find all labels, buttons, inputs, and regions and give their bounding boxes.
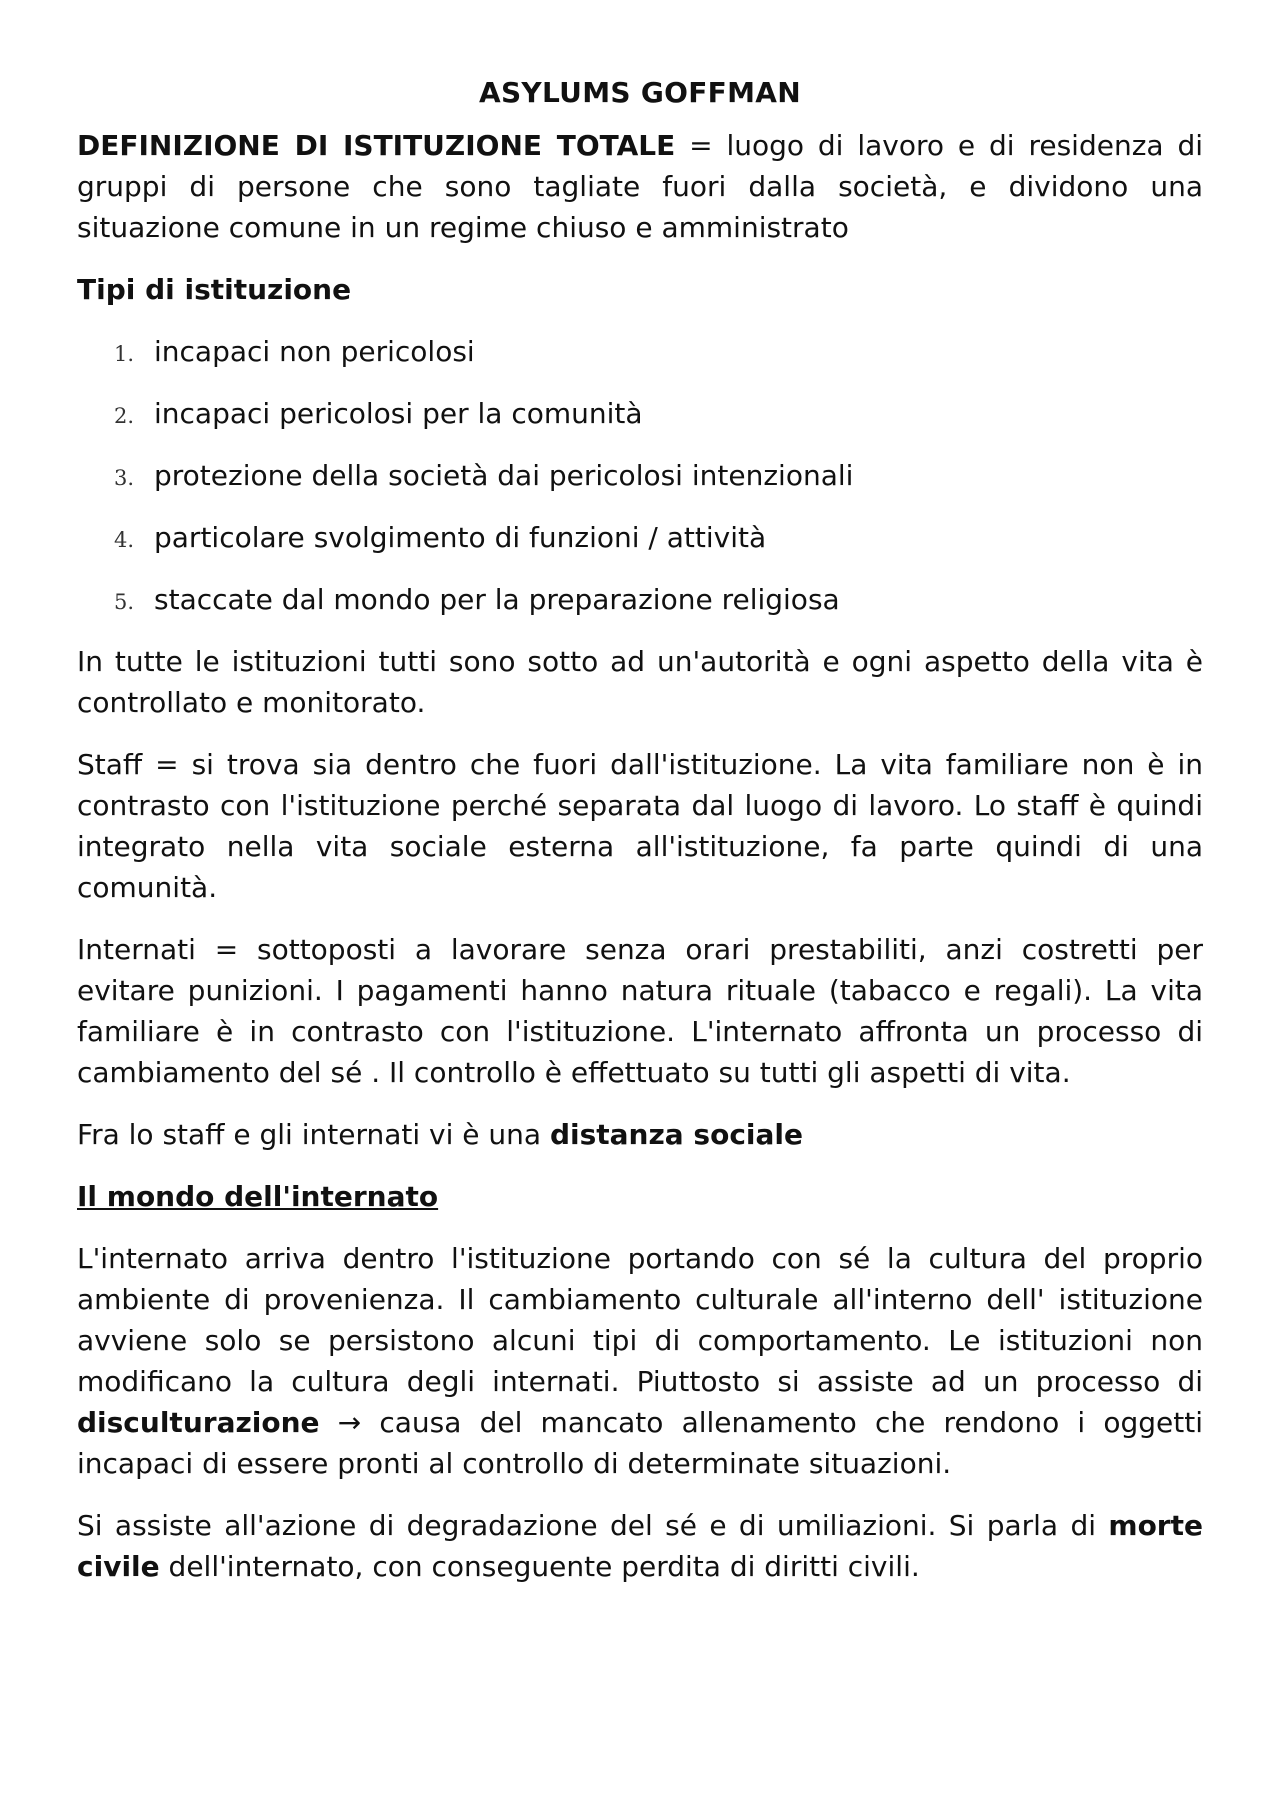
list-item-text: staccate dal mondo per la preparazione religiosa [154,583,840,616]
civil-death-text-before: Si assiste all'azione di degradazione del sé e di umiliazioni. Si parla di [77,1509,1109,1542]
list-number: 2. [114,404,135,428]
list-number: 3. [114,466,135,490]
distance-paragraph [77,1114,1203,1155]
document-page [77,72,1203,1608]
list-item-text: incapaci pericolosi per la comunità [154,397,643,430]
internati-paragraph: Internati = sottoposti a lavorare senza orari prestabiliti, anzi costretti per evitare punizioni. I pagamenti hanno natura rituale (tabacco e regali). La vita familiare è in contrasto con l'istituzione. L'internato affronta un processo di cambiamento del sé . Il controllo è effettuato su tutti gli aspetti di vita. [77,933,1203,1089]
definition-text: = luogo di lavoro e di residenza di gruppi di persone che sono tagliate fuori dalla società, e dividono una situazione comune in un regime chiuso e amministrato [77,129,1203,244]
list-item [77,517,1203,558]
list-number: 4. [114,528,135,552]
list-item [77,455,1203,496]
list-number: 5. [114,590,135,614]
authority-paragraph: In tutte le istituzioni tutti sono sotto ad un'autorità e ogni aspetto della vita è controllato e monitorato. [77,645,1203,719]
list-item [77,393,1203,434]
distance-text: Fra lo staff e gli internati vi è una [77,1118,550,1151]
list-item [77,331,1203,372]
world-heading: Il mondo dell'internato [77,1180,439,1213]
list-item-text: protezione della società dai pericolosi intenzionali [154,459,854,492]
disculturation-paragraph [77,1238,1203,1484]
list-item-text: incapaci non pericolosi [154,335,475,368]
disculturation-text-before: L'internato arriva dentro l'istituzione portando con sé la cultura del proprio ambiente di provenienza. Il cambiamento culturale all'interno dell' istituzione avviene solo se persistono alcuni tipi di comportamento. Le istituzioni non modificano la cultura degli internati. Piuttosto si assiste ad un processo di [77,1242,1203,1398]
list-item [77,579,1203,620]
civil-death-text-after: dell'internato, con conseguente perdita di diritti civili. [159,1550,920,1583]
document-title: ASYLUMS GOFFMAN [479,76,801,109]
staff-paragraph: Staff = si trova sia dentro che fuori dall'istituzione. La vita familiare non è in contrasto con l'istituzione perché separata dal luogo di lavoro. Lo staff è quindi integrato nella vita sociale esterna all'istituzione, fa parte quindi di una comunità. [77,748,1203,904]
definition-term: DEFINIZIONE DI ISTITUZIONE TOTALE [77,129,676,162]
distance-emphasis: distanza sociale [549,1118,804,1151]
disculturation-text-after: → causa del mancato allenamento che rendono i oggetti incapaci di essere pronti al controllo di determinate situazioni. [77,1406,1203,1480]
types-heading: Tipi di istituzione [77,273,352,306]
definition-paragraph [77,125,1203,248]
civil-death-paragraph [77,1505,1203,1587]
list-number: 1. [114,342,135,366]
list-item-text: particolare svolgimento di funzioni / attività [154,521,767,554]
civil-death-term: morte civile [77,1509,1203,1583]
types-list [77,331,1203,620]
disculturation-term: disculturazione [77,1406,320,1439]
